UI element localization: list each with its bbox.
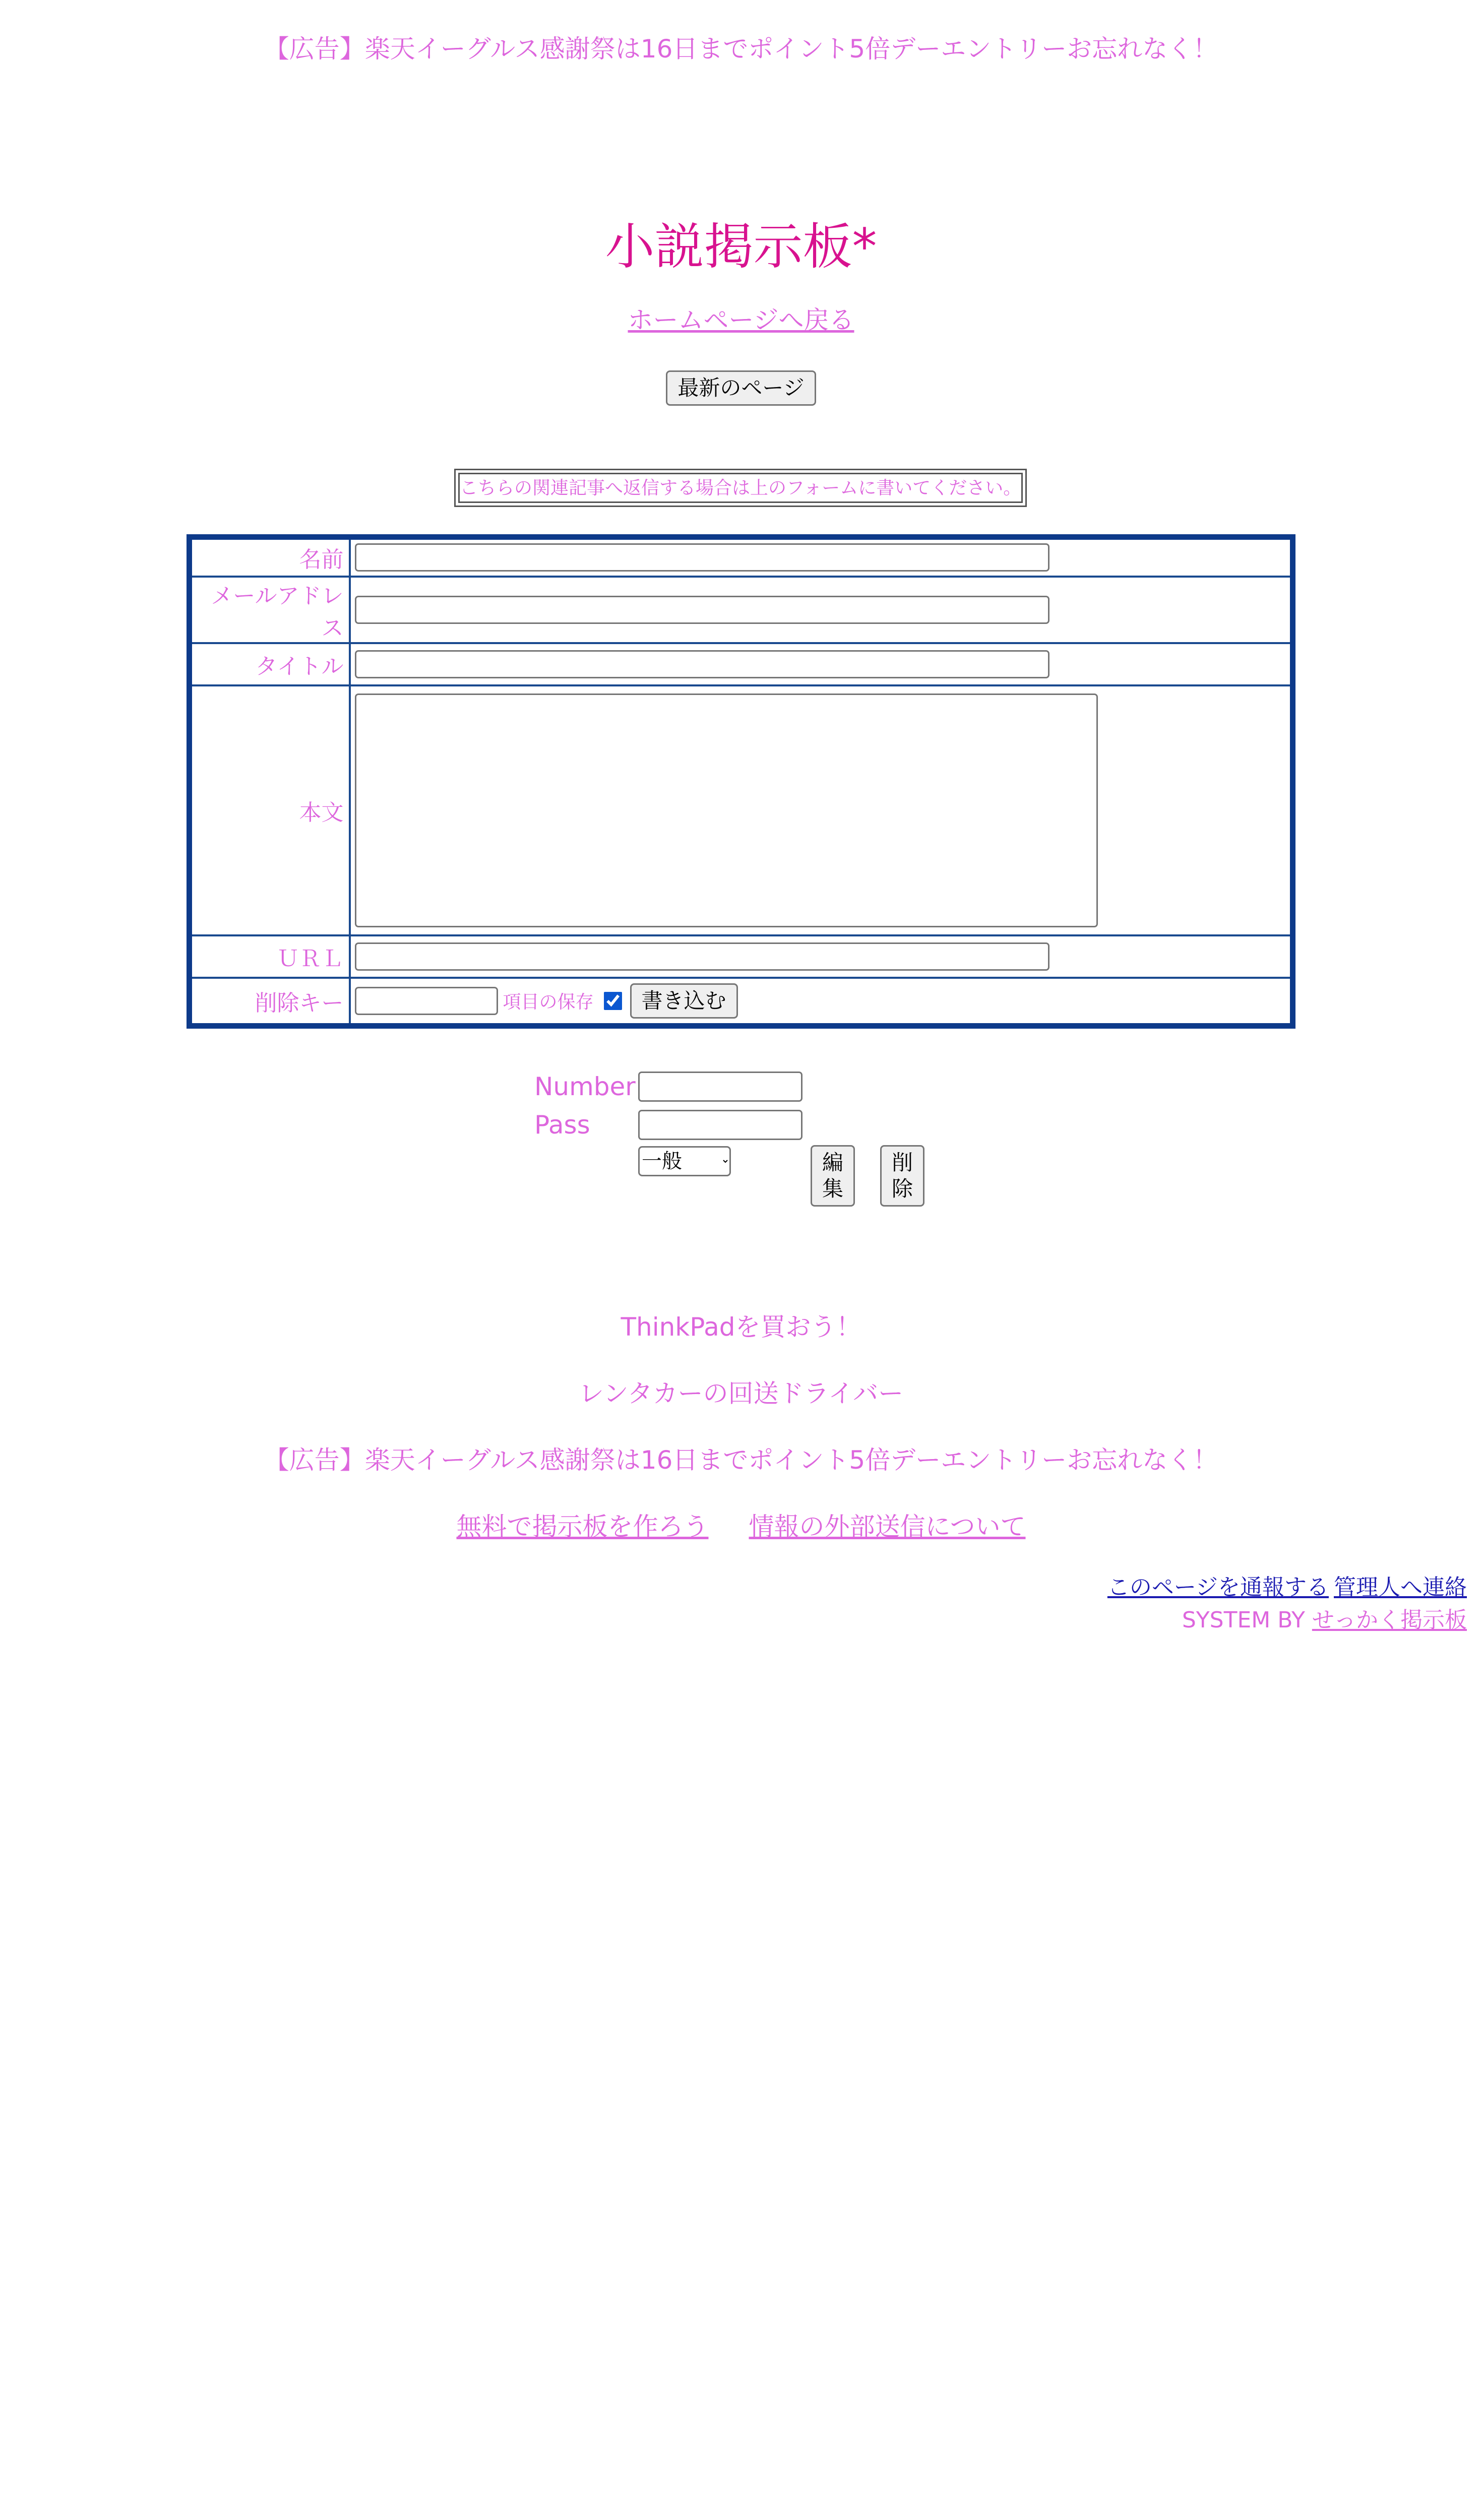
free-board-link[interactable]: 無料で掲示板を作ろう — [456, 1512, 709, 1541]
contact-admin-link[interactable]: 管理人へ連絡 — [1334, 1574, 1467, 1600]
name-label: 名前 — [190, 537, 350, 577]
system-by-label: SYSTEM BY — [1182, 1607, 1305, 1633]
title-input[interactable] — [355, 650, 1049, 678]
mode-select[interactable] — [638, 1146, 731, 1176]
edit-button[interactable]: 編集 — [811, 1145, 855, 1207]
url-label: ＵＲＬ — [190, 935, 350, 978]
thinkpad-ad[interactable]: ThinkPadを買おう！ — [621, 1312, 861, 1342]
form-row-delkey — [190, 978, 1293, 1026]
url-input[interactable] — [355, 942, 1049, 971]
save-fields-label: 項目の保存 — [503, 992, 594, 1013]
body-cell — [350, 685, 1293, 935]
url-cell — [350, 935, 1293, 978]
form-row-title — [190, 643, 1293, 685]
external-info-link[interactable]: 情報の外部送信について — [749, 1512, 1026, 1541]
top-ad-text[interactable]: 【広告】楽天イーグルス感謝祭は16日までポイント5倍デーエントリーお忘れなく！ — [264, 34, 1218, 64]
pass-label: Pass — [534, 1110, 590, 1140]
number-input[interactable] — [638, 1072, 802, 1102]
body-textarea[interactable] — [355, 694, 1098, 927]
page-title: 小説掲示板* — [605, 218, 877, 276]
bottom-ad-text[interactable]: 【広告】楽天イーグルス感謝祭は16日までポイント5倍デーエントリーお忘れなく！ — [264, 1445, 1218, 1475]
delkey-label: 削除キー — [190, 978, 350, 1026]
title-cell — [350, 643, 1293, 685]
body-label: 本文 — [190, 685, 350, 935]
system-by — [1182, 1605, 1467, 1635]
name-cell — [350, 537, 1293, 577]
latest-page-button[interactable]: 最新のページ — [666, 370, 816, 406]
rental-ad[interactable]: レンタカーの回送ドライバー — [578, 1379, 904, 1408]
reply-notice-text: こちらの関連記事へ返信する場合は上のフォームに書いてください。 — [458, 473, 1023, 503]
delkey-cell — [350, 978, 1293, 1026]
email-input[interactable] — [355, 596, 1049, 624]
delkey-input[interactable] — [355, 987, 498, 1015]
home-link-wrap — [0, 302, 1482, 338]
form-row-email — [190, 577, 1293, 643]
delete-button[interactable]: 削除 — [880, 1145, 924, 1207]
report-links — [1102, 1572, 1467, 1603]
footer-links — [0, 1509, 1482, 1544]
email-cell — [350, 577, 1293, 643]
number-label: Number — [534, 1072, 636, 1101]
form-row-name — [190, 537, 1293, 577]
pass-input[interactable] — [638, 1110, 802, 1140]
name-input[interactable] — [355, 543, 1049, 572]
email-label: メールアドレス — [190, 577, 350, 643]
home-link[interactable]: ホームページへ戻る — [628, 305, 854, 335]
system-link[interactable]: せっかく掲示板 — [1312, 1607, 1467, 1633]
form-row-body — [190, 685, 1293, 935]
latest-page-wrap — [0, 370, 1482, 406]
form-row-url — [190, 935, 1293, 978]
report-page-link[interactable]: このページを通報する — [1107, 1574, 1329, 1600]
submit-post-button[interactable]: 書き込む — [630, 983, 738, 1019]
post-form-table — [187, 534, 1295, 1029]
save-fields-checkbox[interactable] — [604, 992, 622, 1010]
title-label: タイトル — [190, 643, 350, 685]
reply-notice-box — [454, 469, 1027, 507]
